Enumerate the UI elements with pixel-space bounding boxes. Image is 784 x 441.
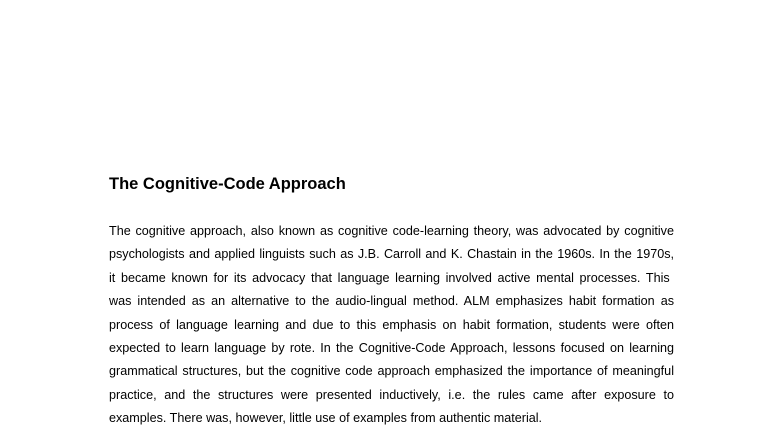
paragraph-line: it became known for its advocacy that language learning involved active mental processes. This — [109, 270, 670, 285]
paragraph-line: expected to learn language by rote. In the Cognitive-Code Approach, lessons focused on learning — [109, 340, 675, 355]
body-paragraph — [109, 220, 674, 431]
paragraph-line: process of language learning and due to this emphasis on habit formation, students were often — [109, 317, 674, 332]
paragraph-line: practice, and the structures were presented inductively, i.e. the rules came after exposure to — [109, 387, 674, 402]
paragraph-line: was intended as an alternative to the audio-lingual method. ALM emphasizes habit formation as — [109, 294, 674, 309]
paragraph-line: examples. There was, however, little use of examples from authentic material. — [109, 411, 543, 426]
paragraph-line: grammatical structures, but the cognitive code approach emphasized the importance of meaningful — [109, 364, 674, 379]
paragraph-line: The cognitive approach, also known as cognitive code-learning theory, was advocated by cognitive — [109, 224, 674, 238]
section-heading: The Cognitive-Code Approach — [109, 175, 346, 193]
paragraph-line: psychologists and applied linguists such as J.B. Carroll and K. Chastain in the 1960s. In the 1970s, — [109, 247, 674, 262]
